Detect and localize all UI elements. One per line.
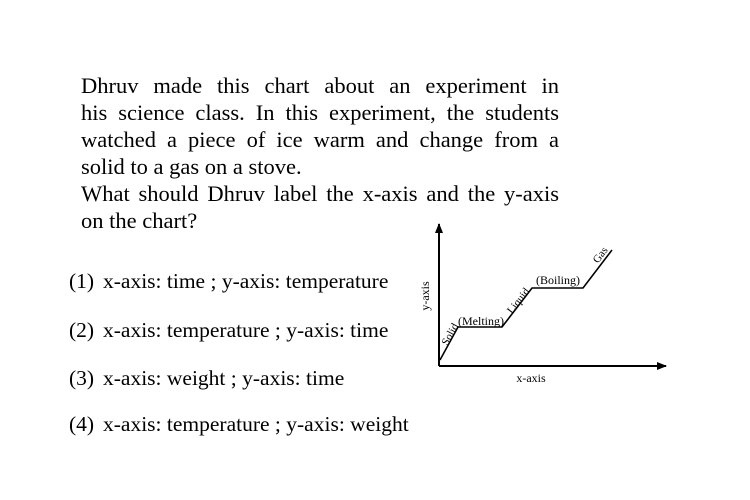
question-line: on the chart? [81,208,198,233]
option-text: x-axis: time ; y-axis: temperature [103,269,389,293]
option-text: x-axis: weight ; y-axis: time [103,366,345,390]
option-number: (3) [69,366,95,390]
segment-label-solid: Solid [439,321,462,348]
question-line: his science class. In this experiment, the students [81,100,559,125]
option-text: x-axis: temperature ; y-axis: time [103,318,389,342]
question-line: solid to a gas on a stove. [81,154,302,179]
y-axis-label: y-axis [418,281,432,311]
x-axis-label: x-axis [516,371,546,385]
question-line: What should Dhruv label the x-axis and the y-axis [81,181,559,206]
question-line: watched a piece of ice warm and change from a [81,127,559,152]
heating-curve-line [440,250,612,360]
segment-label-melting: (Melting) [458,314,504,328]
option-number: (1) [69,269,95,293]
option-number: (4) [69,412,95,436]
segment-label-gas: Gas [590,244,611,266]
segment-label-boiling: (Boiling) [536,273,580,287]
option-text: x-axis: temperature ; y-axis: weight [103,412,409,436]
option-number: (2) [69,318,95,342]
segment-label-liquid: Liquid [504,285,533,317]
question-line: Dhruv made this chart about an experiment in [81,73,559,98]
